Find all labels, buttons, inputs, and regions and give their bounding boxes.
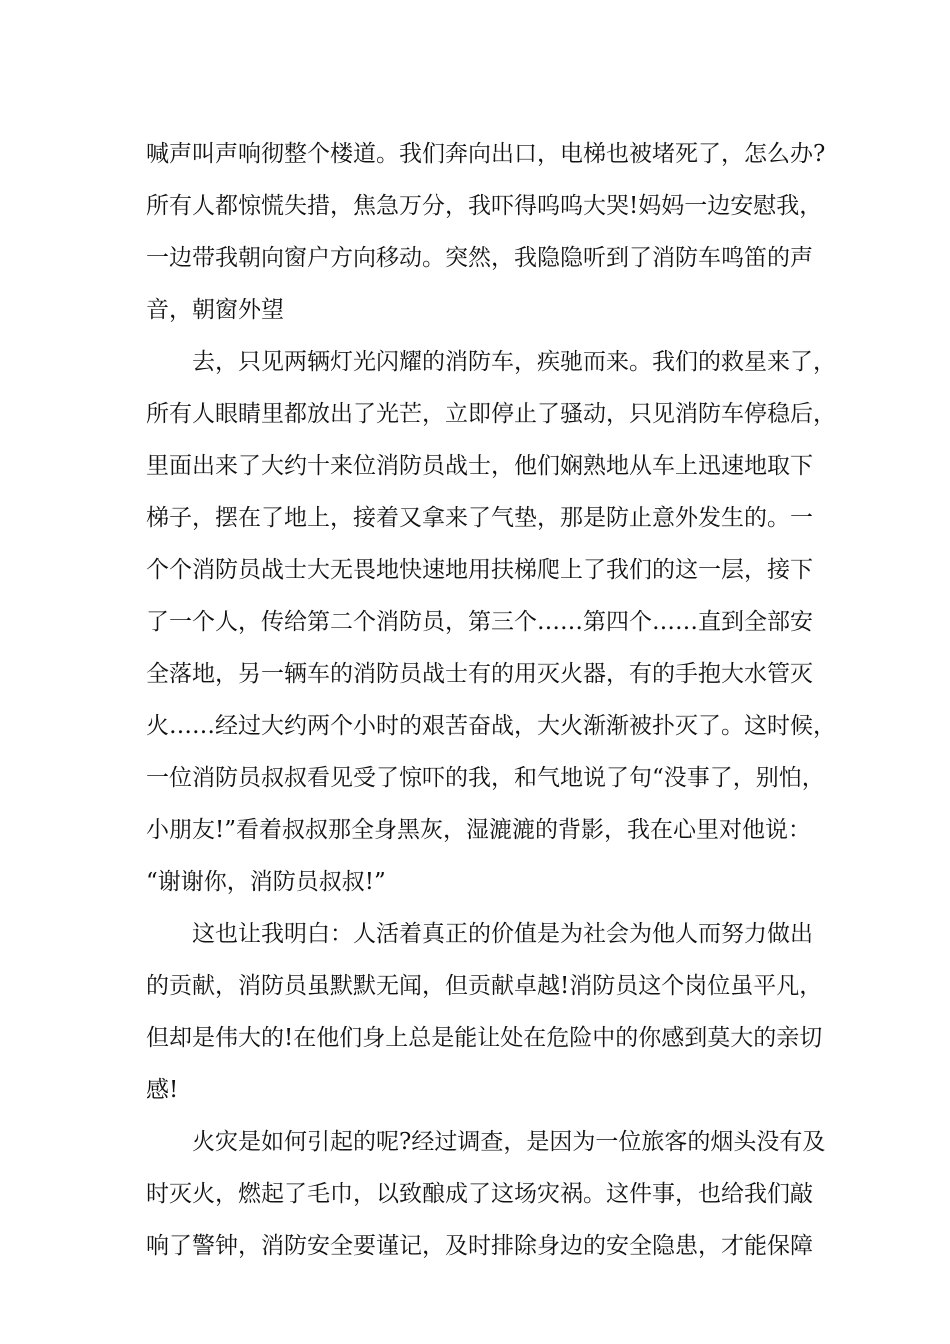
text-line: 梯子，摆在了地上，接着又拿来了气垫，那是防止意外发生的。一 (146, 505, 813, 531)
text-line: 全落地，另一辆车的消防员战士有的用灭火器，有的手抱大水管灭 (146, 661, 813, 687)
paragraph-start-line: 火灾是如何引起的呢?经过调查，是因为一位旅客的烟头没有及 (192, 1129, 826, 1155)
text-line: 喊声叫声响彻整个楼道。我们奔向出口，电梯也被堵死了，怎么办? (146, 141, 826, 167)
body-text (146, 128, 836, 1272)
text-line: 火……经过大约两个小时的艰苦奋战，大火渐渐被扑灭了。这时候， (146, 713, 836, 739)
paragraph-start-line: 这也让我明白：人活着真正的价值是为社会为他人而努力做出 (192, 921, 813, 947)
text-line: 里面出来了大约十来位消防员战士，他们娴熟地从车上迅速地取下 (146, 453, 813, 479)
text-line: 音，朝窗外望 (146, 297, 284, 323)
text-line: 一边带我朝向窗户方向移动。突然，我隐隐听到了消防车鸣笛的声 (146, 245, 813, 271)
text-line: “谢谢你，消防员叔叔!” (146, 869, 386, 895)
text-line: 一位消防员叔叔看见受了惊吓的我，和气地说了句“没事了，别怕， (146, 765, 825, 791)
text-line: 个个消防员战士大无畏地快速地用扶梯爬上了我们的这一层，接下 (146, 557, 813, 583)
text-line: 但却是伟大的!在他们身上总是能让处在危险中的你感到莫大的亲切 (146, 1025, 823, 1051)
text-line: 感! (146, 1077, 179, 1103)
text-line: 的贡献，消防员虽默默无闻，但贡献卓越!消防员这个岗位虽平凡， (146, 973, 823, 999)
text-line: 所有人眼睛里都放出了光芒，立即停止了骚动，只见消防车停稳后， (146, 401, 836, 427)
text-line: 了一个人，传给第二个消防员，第三个……第四个……直到全部安 (146, 609, 813, 635)
paragraph-start-line: 去，只见两辆灯光闪耀的消防车，疾驰而来。我们的救星来了， (192, 349, 836, 375)
text-line: 响了警钟，消防安全要谨记，及时排除身边的安全隐患，才能保障 (146, 1233, 813, 1259)
text-line: 小朋友!”看着叔叔那全身黑灰，湿漉漉的背影，我在心里对他说： (146, 817, 812, 843)
text-line: 所有人都惊慌失措，焦急万分，我吓得呜呜大哭!妈妈一边安慰我， (146, 193, 823, 219)
text-line: 时灭火，燃起了毛巾，以致酿成了这场灾祸。这件事，也给我们敲 (146, 1181, 813, 1207)
